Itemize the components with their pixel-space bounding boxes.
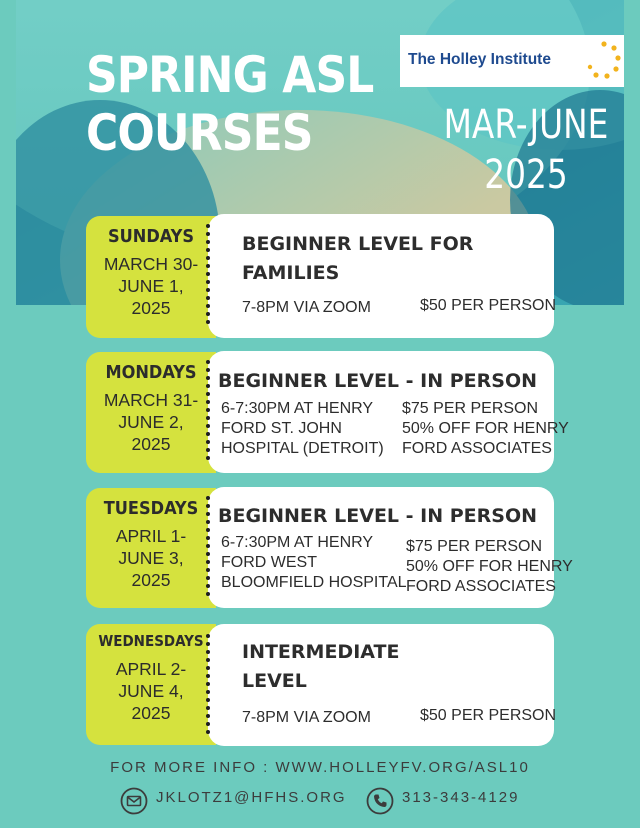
detail-line: 7-8PM VIA ZOOM	[242, 299, 371, 316]
range-line: APRIL 1-	[115, 526, 187, 546]
course-card-tuesday	[208, 487, 573, 608]
day-range	[86, 525, 216, 591]
perforation-dot	[206, 424, 210, 428]
perforation-dot	[206, 248, 210, 252]
course-schedule	[221, 533, 407, 593]
title-line: FAMILIES	[242, 262, 340, 284]
detail-line: BLOOMFIELD HOSPITAL	[221, 574, 407, 591]
perforation-dot	[206, 730, 210, 734]
perforation-dot	[206, 384, 210, 388]
perforation-dot	[206, 312, 210, 316]
perforation-dot	[206, 408, 210, 412]
day-tab-sunday	[86, 216, 216, 338]
course-title	[218, 504, 537, 528]
course-price	[420, 296, 556, 316]
perforation-dot	[206, 576, 210, 580]
course-price	[420, 706, 556, 726]
perforation-dot	[206, 224, 210, 228]
perforation	[205, 634, 213, 740]
perforation-dot	[206, 296, 210, 300]
perforation-dot	[206, 416, 210, 420]
phone-number[interactable]: 313-343-4129	[402, 789, 520, 806]
perforation-dot	[206, 376, 210, 380]
perforation-dot	[206, 320, 210, 324]
range-line: MARCH 31-	[103, 390, 199, 410]
range-line: JUNE 2,	[118, 412, 184, 432]
detail-line: FORD ST. JOHN	[221, 420, 342, 437]
perforation-dot	[206, 592, 210, 596]
perforation-dot	[206, 560, 210, 564]
perforation-dot	[206, 392, 210, 396]
detail-line: $50 PER PERSON	[420, 707, 557, 724]
title-line: BEGINNER LEVEL FOR	[242, 233, 474, 255]
day-range	[86, 389, 216, 455]
page-title	[86, 46, 374, 162]
perforation	[205, 224, 213, 330]
email-icon[interactable]	[120, 787, 148, 815]
course-schedule	[242, 708, 371, 728]
course-schedule	[242, 298, 371, 318]
perforation-dot	[206, 272, 210, 276]
title-line-1: SPRING ASL	[86, 46, 374, 104]
perforation-dot	[206, 528, 210, 532]
perforation-dot	[206, 666, 210, 670]
detail-line: 6-7:30PM AT HENRY	[221, 534, 374, 551]
date-range	[439, 100, 613, 200]
date-line-1: MAR-JUNE	[443, 102, 609, 148]
detail-line: FORD ASSOCIATES	[402, 440, 552, 457]
detail-line: 50% OFF FOR HENRY	[402, 420, 569, 437]
title-line: BEGINNER LEVEL - IN PERSON	[218, 505, 538, 527]
perforation-dot	[206, 706, 210, 710]
perforation-dot	[206, 520, 210, 524]
title-line: INTERMEDIATE	[242, 641, 400, 663]
range-line: 2025	[131, 570, 171, 590]
range-line: 2025	[131, 434, 171, 454]
detail-line: FORD WEST	[221, 554, 317, 571]
perforation-dot	[206, 232, 210, 236]
day-name: TUESDAYS	[103, 498, 199, 519]
perforation-dot	[206, 642, 210, 646]
course-title	[242, 230, 473, 288]
perforation-dot	[206, 536, 210, 540]
perforation-dot	[206, 634, 210, 638]
range-line: 2025	[131, 298, 171, 318]
range-line: 2025	[131, 703, 171, 723]
perforation-dot	[206, 456, 210, 460]
perforation-dot	[206, 256, 210, 260]
logo-text: The Holley Institute	[408, 51, 551, 68]
perforation-dot	[206, 288, 210, 292]
range-line: JUNE 4,	[118, 681, 184, 701]
day-range	[86, 253, 216, 319]
perforation-dot	[206, 674, 210, 678]
title-line-2: COURSES	[86, 104, 313, 162]
detail-line: HOSPITAL (DETROIT)	[221, 440, 384, 457]
detail-line: 7-8PM VIA ZOOM	[242, 709, 371, 726]
range-line: MARCH 30-	[103, 254, 199, 274]
day-name: MONDAYS	[105, 362, 197, 383]
title-line: BEGINNER LEVEL - IN PERSON	[218, 370, 538, 392]
day-tab-monday	[86, 352, 216, 473]
perforation	[205, 496, 213, 602]
range-line: JUNE 3,	[118, 548, 184, 568]
email-link[interactable]: JKLOTZ1@HFHS.ORG	[156, 789, 347, 806]
course-price	[402, 399, 569, 459]
perforation-dot	[206, 368, 210, 372]
day-tab-tuesday	[86, 488, 216, 608]
perforation-dot	[206, 400, 210, 404]
detail-line: 50% OFF FOR HENRY	[406, 558, 573, 575]
perforation-dot	[206, 682, 210, 686]
perforation-dot	[206, 512, 210, 516]
course-schedule	[221, 399, 384, 459]
day-tab-wednesday	[86, 624, 216, 745]
course-price	[406, 537, 573, 597]
perforation-dot	[206, 432, 210, 436]
detail-line: $50 PER PERSON	[420, 297, 557, 314]
perforation-dot	[206, 722, 210, 726]
range-line: APRIL 2-	[115, 659, 187, 679]
perforation-dot	[206, 584, 210, 588]
perforation-dot	[206, 448, 210, 452]
date-line-2: 2025	[484, 152, 568, 198]
perforation-dot	[206, 698, 210, 702]
course-card-wednesday	[208, 624, 557, 746]
perforation-dot	[206, 440, 210, 444]
perforation-dot	[206, 264, 210, 268]
more-info-line: FOR MORE INFO : WWW.HOLLEYFV.ORG/ASL10	[110, 759, 530, 776]
holley-institute-logo	[400, 35, 624, 87]
course-card-sunday	[208, 214, 557, 338]
course-title	[218, 369, 537, 393]
perforation-dot	[206, 496, 210, 500]
day-range	[86, 658, 216, 724]
perforation-dot	[206, 714, 210, 718]
perforation-dot	[206, 240, 210, 244]
day-name: SUNDAYS	[107, 226, 194, 247]
course-title	[242, 638, 399, 696]
perforation-dot	[206, 552, 210, 556]
day-name: WEDNESDAYS	[98, 632, 204, 650]
perforation-dot	[206, 544, 210, 548]
detail-line: FORD ASSOCIATES	[406, 578, 556, 595]
phone-icon[interactable]	[366, 787, 394, 815]
range-line: JUNE 1,	[118, 276, 184, 296]
detail-line: $75 PER PERSON	[402, 400, 539, 417]
detail-line: $75 PER PERSON	[406, 538, 543, 555]
perforation-dot	[206, 690, 210, 694]
sun-dots-icon	[586, 41, 622, 81]
title-line: LEVEL	[242, 670, 307, 692]
perforation-dot	[206, 568, 210, 572]
perforation-dot	[206, 360, 210, 364]
detail-line: 6-7:30PM AT HENRY	[221, 400, 374, 417]
perforation-dot	[206, 304, 210, 308]
perforation	[205, 360, 213, 466]
perforation-dot	[206, 650, 210, 654]
course-card-monday	[208, 351, 569, 473]
perforation-dot	[206, 280, 210, 284]
perforation-dot	[206, 658, 210, 662]
perforation-dot	[206, 504, 210, 508]
